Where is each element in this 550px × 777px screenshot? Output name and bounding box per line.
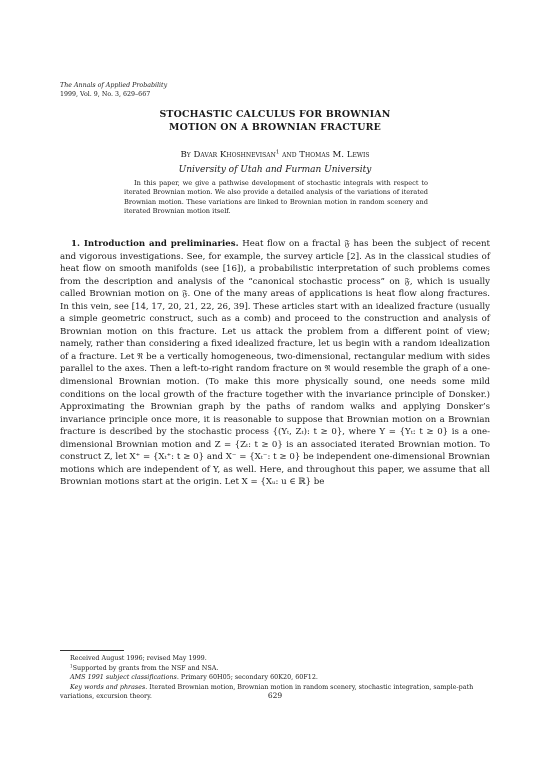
footnote-rule [60,650,124,651]
msc-label: AMS 1991 subject classifications. [70,673,179,682]
keywords-text: Iterated Brownian motion, Brownian motion in random scenery, stochastic integration, sample-path variations, excursion theory. [60,682,474,701]
abstract [124,179,428,217]
affiliation: University of Utah and Furman University [178,165,372,175]
journal-volume: 1999, Vol. 9, No. 3, 629–667 [60,91,151,98]
author-line [0,150,550,160]
grant-text: Supported by grants from the NSF and NSA. [72,663,219,672]
page-number: 629 [267,691,283,700]
received-note: Received August 1996; revised May 1999. [70,654,207,662]
paper-title-line-2: MOTION ON A BROWNIAN FRACTURE [169,122,381,133]
author-1-footnote-mark: 1 [275,149,280,156]
journal-header [60,81,167,99]
grant-note [60,664,490,674]
by-label: By [180,150,194,160]
msc-note [60,673,490,683]
section-heading: 1. Introduction and preliminaries. [71,239,239,249]
paragraph-1-text: Heat flow on a fractal 𝔉 has been the subject of recent and vigorous investigations. See, for example, the survey article [2]. As in the classical studies of heat flow on smooth manifolds (see [16]), a probabilistic interpretation of such problems comes from the description and analysis of the “canonical stochastic process” on 𝔉, which is usually called Brownian motion on 𝔉. One of the many areas of applications is heat flow along fractures. In this vein, see [14, 17, 20, 21, 22, 26, 39]. These articles start with an idealized fracture (usually a simple geometric construct, such as a comb) and proceed to the construction and analysis of Brownian motion on this fracture. Let us attack the problem from a different point of view; namely, rather than considering a fixed idealized fracture, let us begin with a random idealization of a fracture. Let ℜ be a vertically homogeneous, two-dimensional, rectangular medium with sides parallel to the axes. Then a left-to-right random fracture on ℜ would resemble the graph of a one-dimensional Brownian motion. (To make this more physically sound, one needs some mild conditions on the local growth of the fracture together with the invariance principle of Donsker.) Approximating the Brownian graph by the paths of random walks and applying Donsker’s invariance principle once more, it is reasonable to suppose that Brownian motion on a Brownian fracture is described by the stochastic process {(Yₜ, Zₜ): t ≥ 0}, where Y = {Yₜ: t ≥ 0} is a one-dimensional Brownian motion and Z = {Zₜ: t ≥ 0} is an associated iterated Brownian motion. To construct Z, let X⁺ = {Xₜ⁺: t ≥ 0} and X⁻ = {Xₜ⁻: t ≥ 0} be independent one-dimensional Brownian motions which are independent of Y, as well. Here, and throughout this paper, we assume that all Brownian motions start at the origin. Let X = {Xᵤ: u ∈ ℝ} be [60,239,490,488]
msc-text: Primary 60H05; secondary 60K20, 60F12. [178,673,318,682]
author-1: Davar Khoshnevisan [193,150,276,160]
paragraph-1 [60,238,490,489]
keywords-label: Key words and phrases. [70,682,148,691]
body-text [60,238,490,489]
author-2: Thomas M. Lewis [299,150,370,160]
paper-title-line-1: STOCHASTIC CALCULUS FOR BROWNIAN [159,109,391,120]
and-label: and [279,150,300,160]
abstract-text: In this paper, we give a pathwise development of stochastic integrals with respect to iterated Brownian motion. We also provide a detailed analysis of the variations of iterated Brownian motion. These variations are linked to Brownian motion in random scenery and iterated Brownian motion itself. [124,179,428,216]
grant-footnote-mark: 1 [70,663,73,669]
journal-name: The Annals of Applied Probability [60,82,168,89]
